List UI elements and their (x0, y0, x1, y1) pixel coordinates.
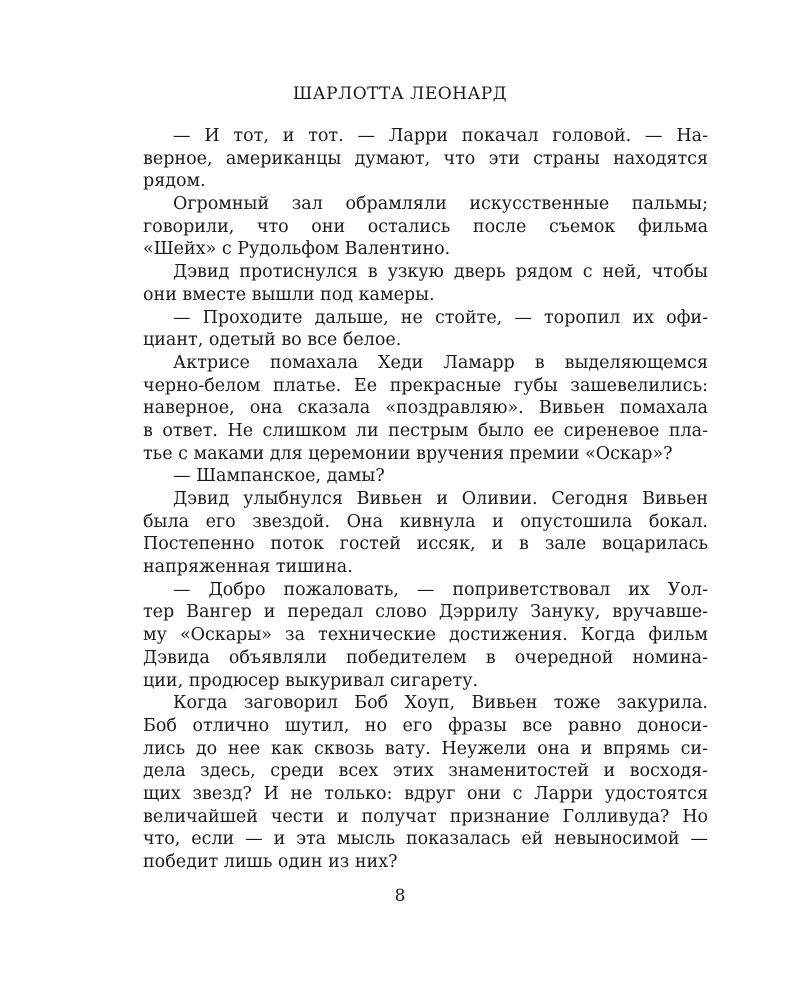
text-line: Огромный зал обрамляли искусственные пальмы; (173, 194, 708, 215)
text-line: — Шампанское, дамы? (173, 466, 385, 487)
text-line: дела здесь, среди всех этих знаменитостей и восходя- (143, 761, 708, 782)
text-line: тер Вангер и передал слово Дэррилу Зануку, вручавше- (143, 602, 708, 623)
text-line: Дэвид улыбнулся Вивьен и Оливии. Сегодня Вивьен (173, 489, 708, 509)
text-line: наверное, она сказала «поздравляю». Вивьен помахала (143, 398, 708, 419)
text-line: — Проходите дальше, не стойте, — торопил их офи- (173, 307, 708, 328)
running-head: ШАРЛОТТА ЛЕОНАРД (292, 84, 508, 104)
text-line: что, если — и эта мысль показалась ей невыносимой — (143, 829, 708, 850)
text-line: была его звездой. Она кивнула и опустошила бокал. (143, 511, 708, 532)
text-line: — Добро пожаловать, — поприветствовал их Уол- (173, 579, 708, 600)
text-line: Когда заговорил Боб Хоуп, Вивьен тоже закурила. (173, 693, 708, 714)
text-line: Дэвид протиснулся в узкую дверь рядом с ней, чтобы (173, 262, 708, 283)
text-line: напряженная тишина. (143, 557, 353, 578)
text-line: говорили, что они остались после съемок фильма (143, 216, 708, 237)
text-line: они вместе вышли под камеры. (143, 284, 435, 305)
text-line: Актрисе помахала Хеди Ламарр в выделяющемся (173, 352, 708, 373)
text-line: черно-белом платье. Ее прекрасные губы зашевелились: (143, 375, 708, 396)
text-line: му «Оскары» за технические достижения. Когда фильм (143, 625, 708, 646)
text-line: «Шейх» с Рудольфом Валентино. (143, 239, 451, 260)
text-line: Дэвида объявляли победителем в очередной номина- (143, 647, 708, 668)
text-line: ции, продюсер выкуривал сигарету. (143, 670, 479, 691)
text-line: щих звезд? И не только: вдруг они с Ларри удостоятся (143, 783, 708, 804)
text-line: верное, американцы думают, что эти страны находятся (143, 148, 708, 169)
text-line: тье с маками для церемонии вручения премии «Оскар»? (143, 443, 673, 464)
text-line: циант, одетый во все белое. (143, 330, 402, 351)
text-line: лись до нее как сквозь вату. Неужели она и впрямь си- (143, 738, 708, 759)
text-line: рядом. (143, 171, 206, 192)
text-line: победит лишь один из них? (143, 852, 398, 872)
text-line: величайшей чести и получат признание Голливуда? Но (143, 806, 708, 827)
text-line: — И тот, и тот. — Ларри покачал головой. — На- (173, 126, 708, 146)
text-line: Боб отлично шутил, но его фразы все равно доноси- (143, 715, 708, 736)
body-text (143, 125, 708, 874)
page-number: 8 (394, 886, 406, 906)
text-line: в ответ. Не слишком ли пестрым было ее сиреневое пла- (143, 420, 708, 441)
text-line: Постепенно поток гостей иссяк, и в зале воцарилась (143, 534, 708, 555)
